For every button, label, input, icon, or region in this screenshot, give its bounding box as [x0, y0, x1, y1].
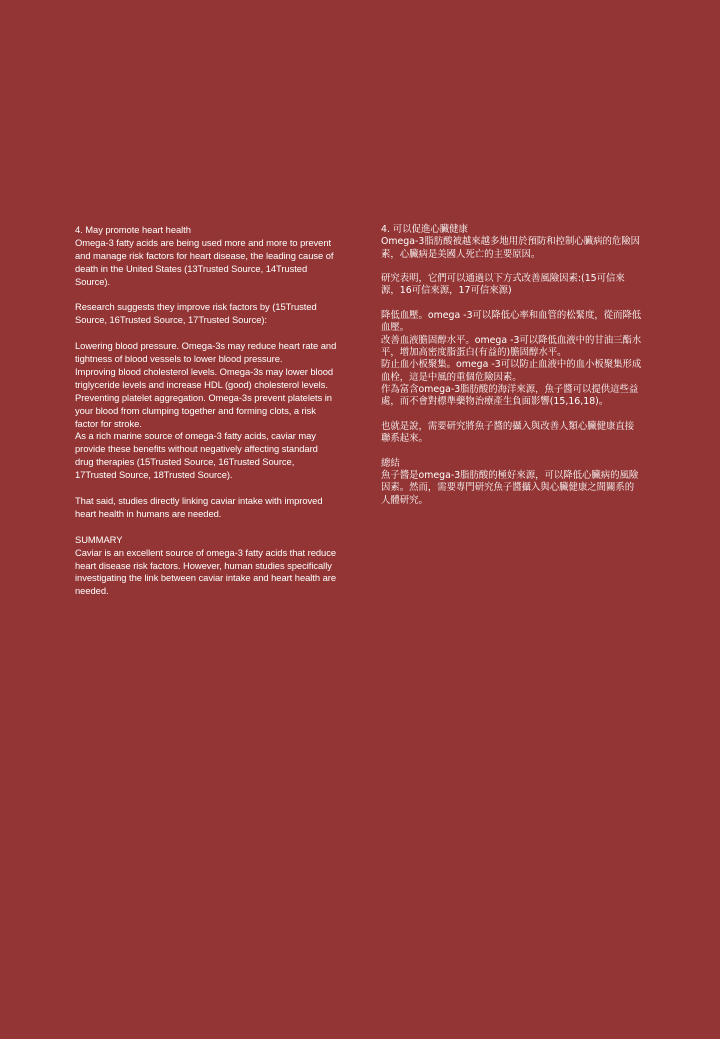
- chinese-research: 研究表明，它們可以通過以下方式改善風險因素:(15可信來源，16可信來源，17可信來源): [381, 273, 625, 297]
- english-intro: Omega-3 fatty acids are being used more and more to prevent and manage risk factors for heart disease, the leading cause of death in the United States (13Trusted Source, 14Trusted Source).: [75, 236, 334, 287]
- spacer: [75, 482, 337, 495]
- english-item-marine: As a rich marine source of omega-3 fatty acids, caviar may provide these benefits without negatively affecting standard drug therapies (15Trusted Source, 16Trusted Source, 17Trusted Source, 18Trusted Source).: [75, 430, 318, 481]
- chinese-item-blood-pressure: 降低血壓。omega -3可以降低心率和血管的松緊度，從而降低血壓。: [381, 310, 642, 334]
- chinese-heading: 4. 可以促進心臟健康: [381, 224, 468, 235]
- english-heading: 4. May promote heart health: [75, 224, 191, 235]
- english-item-platelet: Preventing platelet aggregation. Omega-3s prevent platelets in your blood from clumping together and forming clots, a risk factor for stroke.: [75, 391, 332, 429]
- spacer: [75, 521, 337, 534]
- chinese-summary-label: 總結: [381, 457, 400, 469]
- spacer: [381, 298, 643, 310]
- chinese-column: [381, 224, 643, 507]
- english-research: Research suggests they improve risk factors by (15Trusted Source, 16Trusted Source, 17Trusted Source):: [75, 301, 317, 326]
- spacer: [75, 327, 337, 340]
- english-summary-text: Caviar is an excellent source of omega-3 fatty acids that reduce heart disease risk factors. However, human studies specifically investigating the link between caviar intake and heart health are needed.: [75, 546, 336, 597]
- spacer: [381, 408, 643, 420]
- chinese-item-cholesterol: 改善血液膽固醇水平。omega -3可以降低血液中的甘油三酯水平，增加高密度脂蛋白(有益的)膽固醇水平。: [381, 334, 642, 358]
- english-summary-label: SUMMARY: [75, 533, 123, 545]
- english-that-said: That said, studies directly linking caviar intake with improved heart health in humans are needed.: [75, 494, 323, 519]
- english-item-blood-pressure: Lowering blood pressure. Omega-3s may reduce heart rate and tightness of blood vessels to lower blood pressure.: [75, 340, 337, 365]
- chinese-summary-text: 魚子醬是omega-3脂肪酸的極好來源，可以降低心臟病的風險因素。然而，需要專門研究魚子醬攝入與心臟健康之間關系的人體研究。: [381, 469, 639, 506]
- chinese-that-said: 也就是說，需要研究將魚子醬的攝入與改善人類心臟健康直接聯系起來。: [381, 420, 635, 445]
- english-column: [75, 224, 337, 598]
- spacer: [381, 445, 643, 457]
- chinese-item-platelet: 防止血小板聚集。omega -3可以防止血液中的血小板聚集形成血栓，這是中風的重個危險因素。: [381, 359, 642, 383]
- spacer: [75, 289, 337, 302]
- english-item-cholesterol: Improving blood cholesterol levels. Omega-3s may lower blood triglyceride levels and increase HDL (good) cholesterol levels.: [75, 365, 334, 390]
- chinese-intro: Omega-3脂肪酸被越來越多地用於預防和控制心臟病的危險因素，心臟病是美國人死亡的主要原因。: [381, 236, 640, 260]
- spacer: [381, 261, 643, 273]
- chinese-item-marine: 作為富含omega-3脂肪酸的海洋來源，魚子醬可以提供這些益處，而不會對標準藥物治療產生負面影響(15,16,18)。: [381, 383, 639, 408]
